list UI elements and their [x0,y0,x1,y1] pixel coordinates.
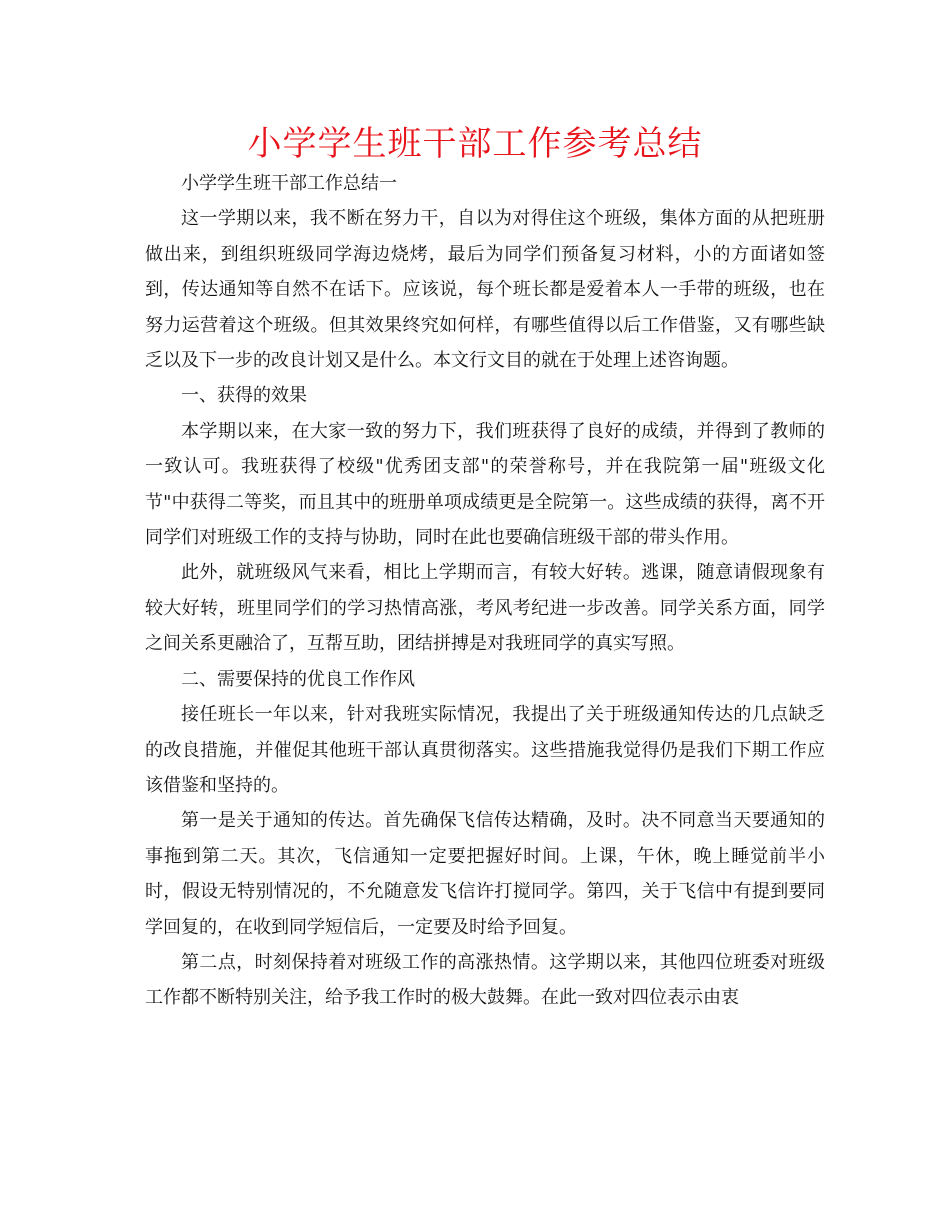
document-body [145,166,825,1016]
paragraph-class-atmosphere: 此外，就班级风气来看，相比上学期而言，有较大好转。逃课，随意请假现象有较大好转，班里同学们的学习热情高涨，考风考纪进一步改善。同学关系方面，同学之间关系更融洽了，互帮互助，团结拼搏是对我班同学的真实写照。 [145,562,825,655]
paragraph-notice-delivery: 第一是关于通知的传达。首先确保飞信传达精确，及时。决不同意当天要通知的事拖到第二天。其次，飞信通知一定要把握好时间。上课，午休，晚上睡觉前半小时，假设无特别情况的，不允随意发飞信许打搅同学。第四，关于飞信中有提到要同学回复的，在收到同学短信后，一定要及时给予回复。 [145,810,825,938]
paragraph-improvement-measures: 接任班长一年以来，针对我班实际情况，我提出了关于班级通知传达的几点缺乏的改良措施，并催促其他班干部认真贯彻落实。这些措施我觉得仍是我们下期工作应该借鉴和坚持的。 [145,704,825,796]
paragraph-enthusiasm: 第二点，时刻保持着对班级工作的高涨热情。这学期以来，其他四位班委对班级工作都不断特别关注，给予我工作时的极大鼓舞。在此一致对四位表示由衷 [145,951,825,1009]
paragraph-results: 本学期以来，在大家一致的努力下，我们班获得了良好的成绩，并得到了教师的一致认可。我班获得了校级"优秀团支部"的荣誉称号，并在我院第一届"班级文化节"中获得二等奖，而且其中的班册单项成绩更是全院第一。这些成绩的获得，离不开同学们对班级工作的支持与协助，同时在此也要确信班级干部的带头作用。 [145,420,825,549]
paragraph-intro: 这一学期以来，我不断在努力干，自以为对得住这个班级，集体方面的从把班册做出来，到组织班级同学海边烧烤，最后为同学们预备复习材料，小的方面诸如签到，传达通知等自然不在话下。应该说，每个班长都是爱着本人一手带的班级，也在努力运营着这个班级。但其效果终究如何样，有哪些值得以后工作借鉴，又有哪些缺乏以及下一步的改良计划又是什么。本文行文目的就在于处理上述咨询题。 [145,208,825,372]
document-title: 小学学生班干部工作参考总结 [247,124,703,164]
section-heading-work-style: 二、需要保持的优良工作作风 [181,668,415,690]
section-heading-results: 一、获得的效果 [181,385,307,407]
section-heading-summary-one: 小学学生班干部工作总结一 [181,173,397,194]
